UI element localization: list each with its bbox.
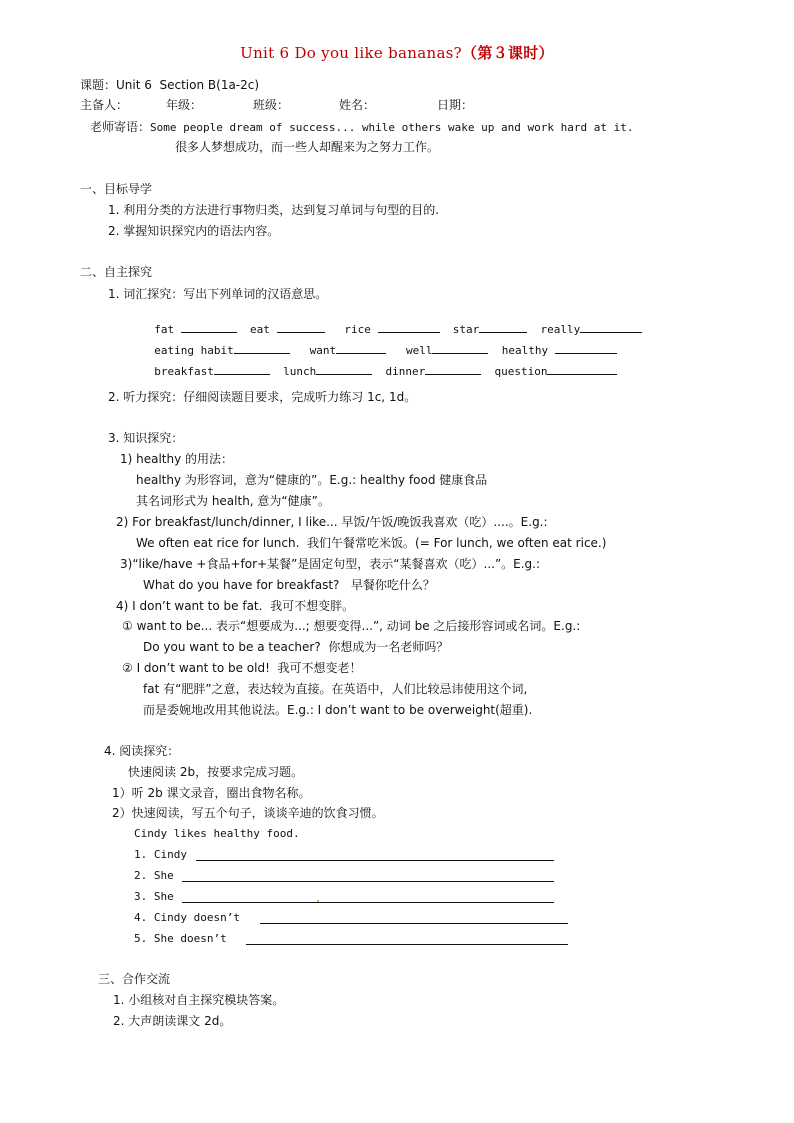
section3-heading: 三、合作交流 [98, 972, 171, 986]
sentence-prompt: 1. Cindy [134, 848, 187, 861]
knowledge-4-point-2: ② I don’t want to be old! 我可不想变老！ [122, 661, 362, 675]
knowledge-1-line-1: healthy 为形容词，意为“健康的”。E.g.: healthy food 健康食品 [136, 473, 488, 487]
reading-title: 4. 阅读探究： [104, 744, 180, 758]
vocab-word: fat [154, 323, 175, 336]
knowledge-2-title: 2) For breakfast/lunch/dinner, I like... 早饭/午饭/晚饭我喜欢（吃）....。E.g.: [116, 515, 548, 529]
answer-blank[interactable] [425, 363, 481, 375]
sentence-prompt: 2. She [134, 869, 174, 882]
reading-task-2: 2）快速阅读，写五个句子，谈谈辛迪的饮食习惯。 [112, 806, 384, 820]
answer-line[interactable] [260, 923, 568, 924]
knowledge-4-point-1: ① want to be... 表示“想要成为...; 想要变得...”, 动词 be 之后接形容词或名词。E.g.: [122, 619, 581, 633]
vocab-word: really [540, 323, 581, 336]
stray-dot [317, 900, 319, 902]
knowledge-2-example: We often eat rice for lunch. 我们午餐常吃米饭。(= For lunch, we often eat rice.) [136, 536, 607, 550]
section2-heading: 二、自主探究 [80, 265, 153, 279]
reading-task-1: 1）听 2b 课文录音，圈出食物名称。 [112, 786, 311, 800]
knowledge-1-line-2: 其名词形式为 health, 意为“健康”。 [136, 494, 330, 508]
field-name: 姓名： [339, 98, 376, 112]
knowledge-4-point-1-example: Do you want to be a teacher? 你想成为一名老师吗？ [143, 640, 449, 654]
page-title [0, 42, 794, 63]
answer-blank[interactable] [316, 363, 372, 375]
title-lesson-number: （第３课时） [462, 44, 554, 62]
vocab-word: eat [250, 323, 270, 336]
section1-item-1: 1. 利用分类的方法进行事物归类，达到复习单词与句型的目的. [108, 203, 440, 217]
knowledge-3-title: 3)“like/have +食品+for+某餐”是固定句型，表示“某餐喜欢（吃）...”。E.g.: [120, 557, 541, 571]
vocab-word: well [405, 344, 433, 357]
answer-blank[interactable] [214, 363, 270, 375]
motto-chinese: 很多人梦想成功，而一些人却醒来为之努力工作。 [175, 140, 440, 154]
teacher-motto [90, 120, 633, 135]
listening-task: 2. 听力探究：仔细阅读题目要求，完成听力练习 1c, 1d。 [108, 390, 417, 404]
vocab-word: rice [344, 323, 371, 336]
section1-heading: 一、目标导学 [80, 182, 153, 196]
answer-blank[interactable] [547, 363, 617, 375]
topic-line: 课题：Unit 6 Section B(1a-2c) [80, 78, 260, 92]
vocab-word: eating habit [154, 344, 234, 357]
vocab-word: question [494, 365, 548, 378]
vocab-title: 1. 词汇探究：写出下列单词的汉语意思。 [108, 287, 328, 301]
field-date: 日期： [437, 98, 474, 112]
answer-line[interactable] [246, 944, 568, 945]
motto-english: Some people dream of success... while others wake up and work hard at it. [150, 121, 634, 134]
vocab-word: dinner [385, 365, 426, 378]
sentence-prompt: 4. Cindy doesn’t [134, 911, 240, 924]
answer-line[interactable] [196, 860, 554, 861]
sentence-prompt: 5. She doesn’t [134, 932, 227, 945]
answer-line[interactable] [182, 881, 554, 882]
knowledge-4-title: 4) I don’t want to be fat. 我可不想变胖。 [116, 599, 355, 613]
vocab-word: healthy [501, 344, 549, 357]
knowledge-4-note-2: 而是委婉地改用其他说法。E.g.: I don’t want to be overweight(超重). [143, 703, 533, 717]
vocab-row-3 [141, 349, 617, 379]
title-english: Unit 6 Do you like bananas? [240, 44, 463, 62]
field-class: 班级： [253, 98, 290, 112]
sentence-prompt: 3. She [134, 890, 174, 903]
field-grade: 年级： [166, 98, 203, 112]
section3-item-2: 2. 大声朗读课文 2d。 [113, 1014, 232, 1028]
vocab-word: lunch [283, 365, 317, 378]
reading-example: Cindy likes healthy food. [134, 827, 300, 840]
answer-line[interactable] [182, 902, 554, 903]
motto-label: 老师寄语： [90, 120, 151, 134]
knowledge-1-title: 1) healthy 的用法： [120, 452, 234, 466]
section1-item-2: 2. 掌握知识探究内的语法内容。 [108, 224, 280, 238]
vocab-word: want [309, 344, 337, 357]
knowledge-3-example: What do you have for breakfast? 早餐你吃什么？ [143, 578, 435, 592]
section3-item-1: 1. 小组核对自主探究模块答案。 [113, 993, 285, 1007]
reading-intro: 快速阅读 2b，按要求完成习题。 [128, 765, 304, 779]
field-preparer: 主备人： [80, 98, 129, 112]
knowledge-title: 3. 知识探究： [108, 431, 184, 445]
vocab-word: breakfast [154, 365, 214, 378]
knowledge-4-note-1: fat 有“肥胖”之意，表达较为直接。在英语中，人们比较忌讳使用这个词, [143, 682, 528, 696]
vocab-word: star [452, 323, 480, 336]
